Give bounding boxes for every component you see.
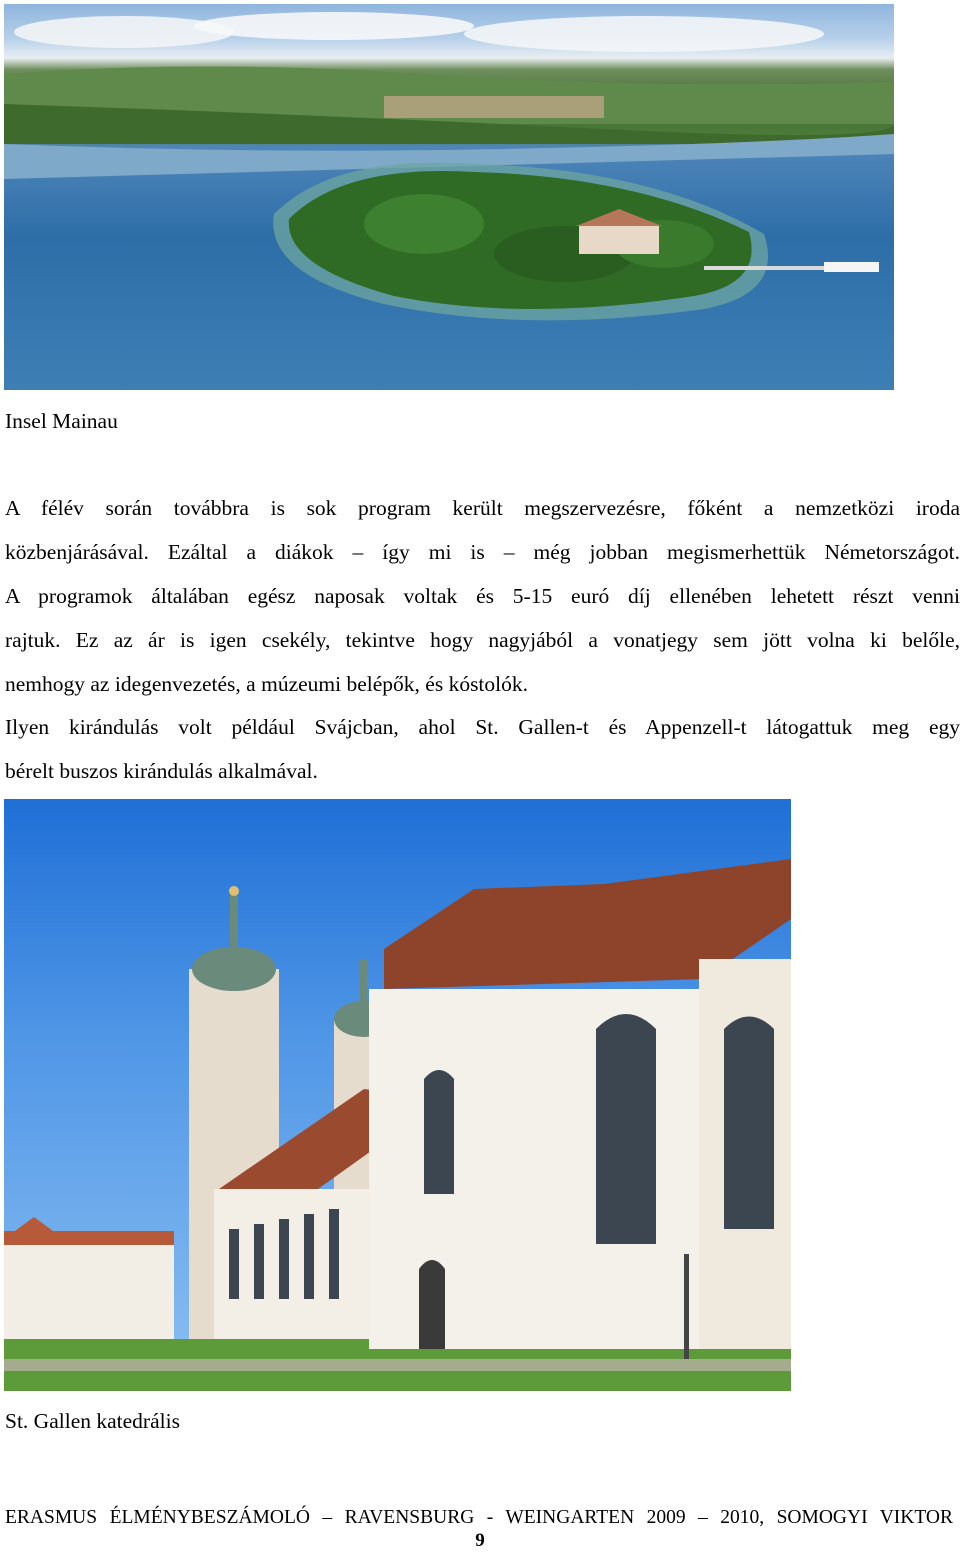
photo-insel-mainau [4, 4, 894, 390]
body-line-1: A félév során továbbra is sok program került megszervezésre, főként a nemzetközi iroda [5, 496, 960, 520]
cathedral-illustration [4, 799, 791, 1391]
page-number: 9 [475, 1530, 485, 1551]
body-line-7: bérelt buszos kirándulás alkalmával. [5, 759, 318, 783]
aerial-lake-illustration [4, 4, 894, 390]
running-footer: ERASMUS ÉLMÉNYBESZÁMOLÓ – RAVENSBURG - WEINGARTEN 2009 – 2010, SOMOGYI VIKTOR [5, 1507, 953, 1528]
body-line-2: közbenjárásával. Ezáltal a diákok – így mi is – még jobban megismerhettük Németországot. [5, 540, 960, 564]
caption-st-gallen: St. Gallen katedrális [5, 1409, 180, 1433]
body-line-4: rajtuk. Ez az ár is igen csekély, tekintve hogy nagyjából a vonatjegy sem jött volna ki belőle, [5, 628, 960, 652]
photo-st-gallen-cathedral [4, 799, 791, 1391]
body-line-3: A programok általában egész naposak voltak és 5-15 euró díj ellenében lehetett részt venni [5, 584, 960, 608]
body-line-6: Ilyen kirándulás volt például Svájcban, ahol St. Gallen-t és Appenzell-t látogattuk meg egy [5, 715, 960, 739]
caption-insel-mainau: Insel Mainau [5, 409, 118, 433]
body-line-5: nemhogy az idegenvezetés, a múzeumi belépők, és kóstolók. [5, 672, 529, 696]
